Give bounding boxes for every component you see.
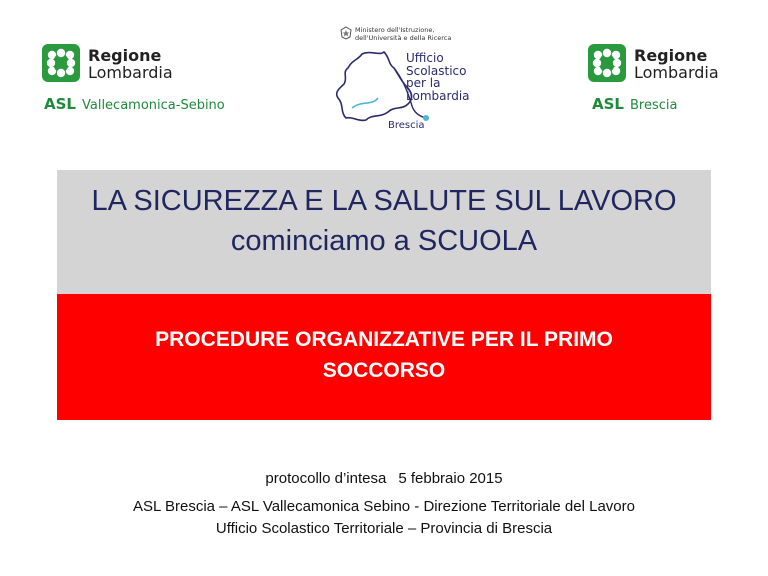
- ufficio-scolastico-label: [406, 52, 470, 102]
- footer-partners-line: ASL Brescia – ASL Vallecamonica Sebino - Direzione Territoriale del Lavoro: [133, 498, 635, 515]
- office-line-2: Scolastico: [406, 63, 467, 78]
- subtitle-line-2: SOCCORSO: [322, 359, 446, 382]
- lombardia-label: Lombardia: [634, 63, 719, 82]
- title-line-1: LA SICUREZZA E LA SALUTE SUL LAVORO: [91, 185, 677, 217]
- asl-area-line: [592, 94, 677, 113]
- title-line-2: cominciamo a SCUOLA: [230, 225, 538, 257]
- lombardia-label: Lombardia: [88, 63, 173, 82]
- asl-area-label: Vallecamonica-Sebino: [81, 98, 225, 113]
- subtitle-line-1: PROCEDURE ORGANIZZATIVE PER IL PRIMO: [155, 328, 613, 351]
- asl-label: ASL: [592, 95, 624, 113]
- city-label: Brescia: [388, 120, 425, 131]
- logo-ufficio-scolastico-lombardia: [332, 24, 502, 136]
- rosa-camuna-icon: [42, 44, 80, 82]
- logo-regione-lombardia-asl-brescia: [588, 44, 738, 114]
- asl-label: ASL: [44, 95, 76, 113]
- ministry-line-2: dell'Università e della Ricerca: [355, 34, 452, 42]
- office-line-3: per la: [406, 76, 441, 90]
- regione-label: Regione: [88, 46, 162, 65]
- office-line-1: Ufficio: [406, 51, 444, 65]
- asl-area-line: [44, 94, 225, 113]
- footer-office-line: Ufficio Scolastico Territoriale – Provincia di Brescia: [215, 520, 553, 537]
- protocol-label: protocollo d’intesa: [265, 470, 387, 487]
- title-band: [57, 170, 711, 294]
- ministry-line-1: Ministero dell'Istruzione,: [355, 26, 435, 34]
- asl-area-label: Brescia: [629, 98, 678, 113]
- office-line-4: Lombardia: [406, 88, 470, 103]
- logo-regione-lombardia-asl-vallecamonica: [42, 44, 282, 114]
- rosa-camuna-icon: [588, 44, 626, 82]
- protocol-date: 5 febbraio 2015: [398, 470, 503, 487]
- subtitle-band: [57, 294, 711, 420]
- italian-republic-emblem-icon: [340, 26, 352, 45]
- footer-protocol-line: [0, 470, 768, 488]
- regione-label: Regione: [634, 46, 708, 65]
